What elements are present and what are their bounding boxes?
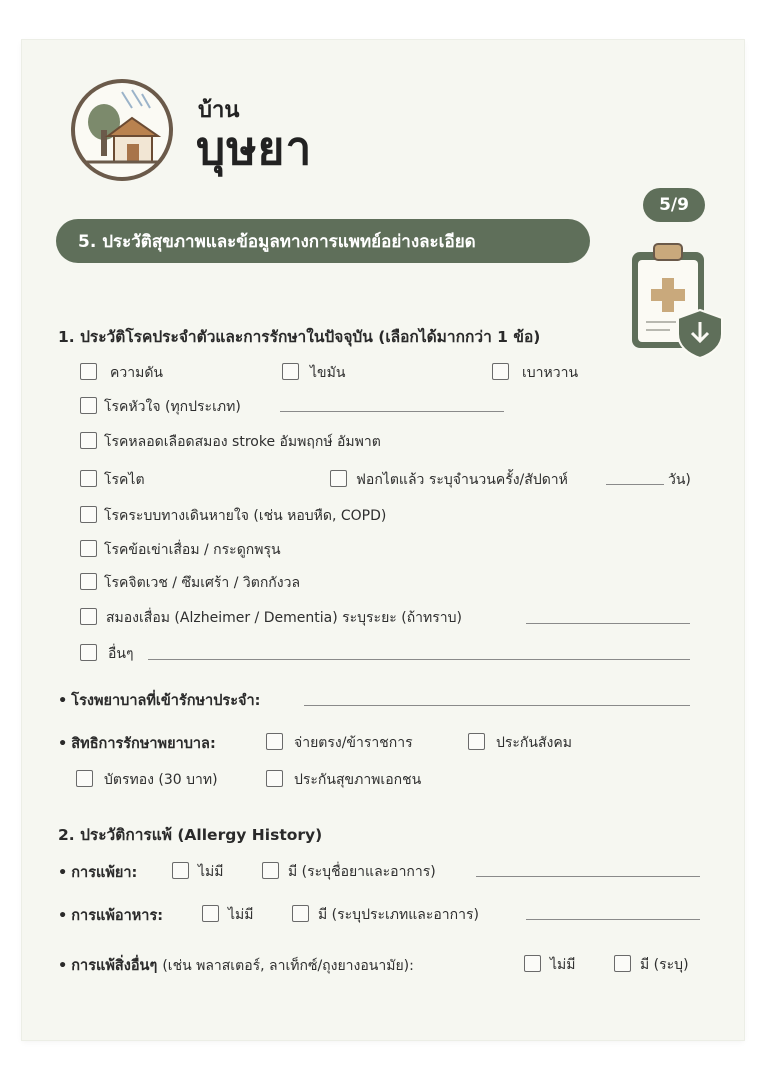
checkbox-rights-goldcard[interactable] [76, 770, 93, 787]
other-disease-line[interactable] [148, 659, 690, 660]
label-dialysis-unit: วัน) [668, 472, 691, 488]
checkbox-food-yes[interactable] [292, 905, 309, 922]
hospital-label: • โรงพยาบาลที่เข้ารักษาประจำ: [58, 693, 261, 709]
checkbox-respiratory[interactable] [80, 506, 97, 523]
hospital-line[interactable] [304, 705, 690, 706]
label-other-yes: มี (ระบุ) [640, 957, 689, 973]
drug-allergy-line[interactable] [476, 876, 700, 877]
label-diabetes: เบาหวาน [522, 365, 579, 381]
checkbox-hypertension[interactable] [80, 363, 97, 380]
checkbox-stroke[interactable] [80, 432, 97, 449]
label-rights-social: ประกันสังคม [496, 735, 572, 751]
dementia-stage-line[interactable] [526, 623, 690, 624]
rights-label: • สิทธิการรักษาพยาบาล: [58, 736, 216, 752]
label-heart: โรคหัวใจ (ทุกประเภท) [104, 399, 241, 415]
checkbox-rights-private[interactable] [266, 770, 283, 787]
checkbox-food-none[interactable] [202, 905, 219, 922]
checkbox-other-disease[interactable] [80, 644, 97, 661]
label-rights-direct: จ่ายตรง/ข้าราชการ [294, 735, 413, 751]
drug-allergy-label: • การแพ้ยา: [58, 865, 138, 881]
medical-clipboard-shield-icon [626, 238, 726, 358]
label-food-none: ไม่มี [228, 907, 254, 923]
checkbox-rights-social[interactable] [468, 733, 485, 750]
q1-title: 1. ประวัติโรคประจำตัวและการรักษาในปัจจุบัน (เลือกได้มากกว่า 1 ข้อ) [58, 328, 541, 346]
label-drug-yes: มี (ระบุชื่อยาและอาการ) [288, 864, 436, 880]
food-allergy-line[interactable] [526, 919, 700, 920]
label-dementia: สมองเสื่อม (Alzheimer / Dementia) ระบุระยะ (ถ้าทราบ) [106, 610, 462, 626]
label-other-disease: อื่นๆ [108, 646, 134, 662]
label-dialysis: ฟอกไตแล้ว ระบุจำนวนครั้ง/สัปดาห์ [356, 472, 568, 488]
checkbox-rights-direct[interactable] [266, 733, 283, 750]
label-joint: โรคข้อเข่าเสื่อม / กระดูกพรุน [104, 542, 281, 558]
checkbox-heart[interactable] [80, 397, 97, 414]
label-other-none: ไม่มี [550, 957, 576, 973]
checkbox-dialysis[interactable] [330, 470, 347, 487]
label-cholesterol: ไขมัน [310, 365, 346, 381]
q2-title: 2. ประวัติการแพ้ (Allergy History) [58, 826, 323, 844]
checkbox-dementia[interactable] [80, 608, 97, 625]
label-respiratory: โรคระบบทางเดินหายใจ (เช่น หอบหืด, COPD) [104, 508, 387, 524]
food-allergy-label: • การแพ้อาหาร: [58, 908, 164, 924]
checkbox-psych[interactable] [80, 573, 97, 590]
label-drug-none: ไม่มี [198, 864, 224, 880]
checkbox-drug-none[interactable] [172, 862, 189, 879]
label-kidney: โรคไต [104, 472, 145, 488]
label-rights-goldcard: บัตรทอง (30 บาท) [104, 772, 218, 788]
label-rights-private: ประกันสุขภาพเอกชน [294, 772, 422, 788]
checkbox-other-none[interactable] [524, 955, 541, 972]
checkbox-joint[interactable] [80, 540, 97, 557]
label-psych: โรคจิตเวช / ซึมเศร้า / วิตกกังวล [104, 575, 301, 591]
checkbox-cholesterol[interactable] [282, 363, 299, 380]
checkbox-diabetes[interactable] [492, 363, 509, 380]
dialysis-count-line[interactable] [606, 484, 664, 485]
brand-name: บุษยา [196, 121, 313, 175]
checkbox-drug-yes[interactable] [262, 862, 279, 879]
brand-small: บ้าน [198, 98, 240, 123]
label-stroke: โรคหลอดเลือดสมอง stroke อัมพฤกษ์ อัมพาต [104, 434, 381, 450]
label-food-yes: มี (ระบุประเภทและอาการ) [318, 907, 479, 923]
section-title: 5. ประวัติสุขภาพและข้อมูลทางการแพทย์อย่างละเอียด [56, 219, 590, 263]
house-tree-logo-icon [70, 78, 174, 182]
heart-detail-line[interactable] [280, 411, 504, 412]
checkbox-kidney[interactable] [80, 470, 97, 487]
page-indicator: 5/9 [643, 188, 705, 222]
label-hypertension: ความดัน [110, 365, 163, 381]
checkbox-other-yes[interactable] [614, 955, 631, 972]
other-allergy-label: • การแพ้สิ่งอื่นๆ (เช่น พลาสเตอร์, ลาเท็กซ์/ถุงยางอนามัย): [58, 958, 414, 974]
